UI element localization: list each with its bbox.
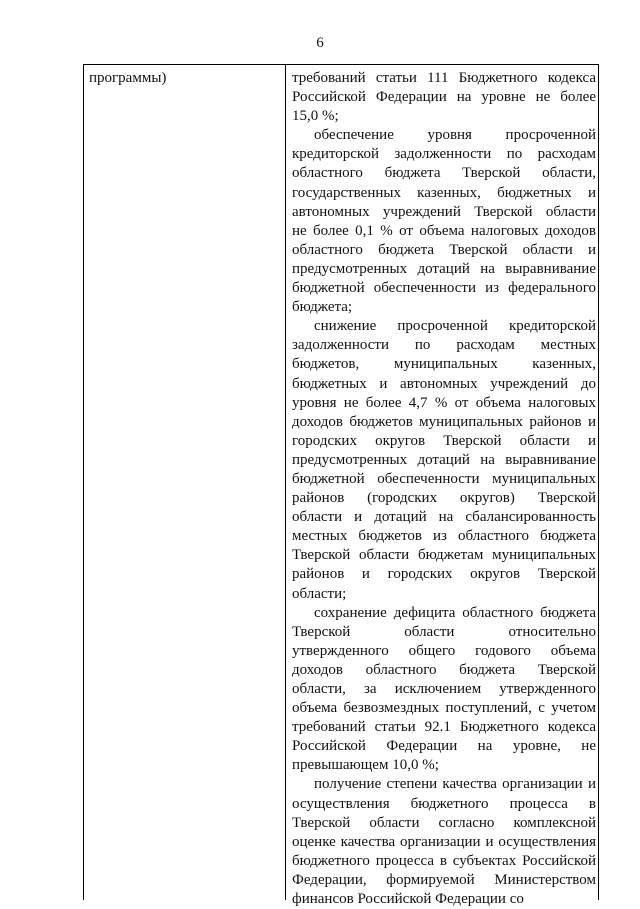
paragraph-line: бюджета; (292, 299, 353, 316)
paragraph-line: бюджетного процесса в субъектах Российской (292, 852, 596, 869)
paragraph-line: снижение просроченной кредиторской (314, 318, 596, 335)
paragraph-line: Российской Федерации на уровне, не (292, 738, 596, 755)
table-paragraph (292, 317, 596, 603)
paragraph-line: сохранение дефицита областного бюджета (314, 604, 596, 621)
paragraph-line: бюджетных и автономных учреждений до (292, 375, 596, 392)
paragraph-line: Федерации, формируемой Министерством (292, 871, 596, 888)
paragraph-line: государственных казенных, бюджетных и (292, 184, 596, 201)
paragraph-line: задолженности по расходам местных (292, 337, 596, 354)
paragraph-line: утвержденного общего годового объема (292, 642, 596, 659)
paragraph-line: оценке качества организации и осуществления (292, 833, 596, 850)
paragraph-line: Тверской области относительно (292, 623, 596, 640)
document-table (83, 64, 599, 908)
paragraph-line: получение степени качества организации и (314, 776, 596, 793)
paragraph-line: Российской Федерации на уровне не более (292, 89, 596, 106)
paragraph-line: не более 0,1 % от объема налоговых доходов (292, 222, 596, 239)
paragraph-line: местных бюджетов из областного бюджета (292, 528, 596, 545)
paragraph-line: обеспечение уровня просроченной (314, 127, 596, 144)
paragraph-line: требований статьи 111 Бюджетного кодекса (292, 70, 596, 86)
paragraph-line: доходов областного бюджета Тверской (292, 661, 596, 678)
paragraph-line: кредиторской задолженности по расходам (292, 146, 596, 163)
paragraph-line: областного бюджета Тверской области, (292, 165, 596, 182)
table-paragraph (292, 69, 596, 126)
paragraph-line: требований статьи 92.1 Бюджетного кодекса (292, 719, 596, 736)
paragraph-line: осуществления бюджетного процесса в (292, 795, 596, 812)
paragraph-line: областного бюджета Тверской области и (292, 241, 596, 258)
paragraph-line: Тверской области бюджетам муниципальных (292, 547, 596, 564)
paragraph-line: бюджетов, муниципальных казенных, (292, 356, 596, 373)
paragraph-line: предусмотренных дотаций на выравнивание (292, 260, 596, 277)
paragraph-line: области и дотаций на сбалансированность (292, 509, 596, 526)
paragraph-line: доходов бюджетов муниципальных районов и (292, 413, 596, 430)
paragraph-line: Тверской области согласно комплексной (292, 814, 596, 831)
paragraph-line: бюджетной обеспеченности муниципальных (292, 470, 596, 487)
paragraph-line: районов и городских округов Тверской (292, 566, 596, 583)
paragraph-line: 15,0 %; (292, 108, 339, 125)
paragraph-line: превышающем 10,0 %; (292, 757, 439, 774)
paragraph-line: объема безвозмездных поступлений, с учетом (292, 700, 596, 717)
column-divider (285, 65, 286, 900)
paragraph-line: районов (городских округов) Тверской (292, 490, 596, 507)
paragraph-line: финансов Российской Федерации со (292, 891, 524, 908)
table-paragraph (292, 604, 596, 776)
table-left-cell: программы) (89, 70, 167, 86)
paragraph-line: автономных учреждений Тверской области (292, 203, 596, 220)
paragraph-line: уровня не более 4,7 % от объема налоговых (292, 394, 596, 411)
table-paragraph (292, 126, 596, 317)
paragraph-line: области; (292, 585, 347, 602)
paragraph-line: предусмотренных дотаций на выравнивание (292, 451, 596, 468)
paragraph-line: бюджетной обеспеченности из федерального (292, 280, 596, 297)
table-right-cell (292, 69, 596, 909)
paragraph-line: области, за исключением утвержденного (292, 681, 596, 697)
page-number: 6 (316, 35, 324, 51)
paragraph-line: городских округов Тверской области и (292, 432, 596, 449)
table-paragraph (292, 775, 596, 909)
